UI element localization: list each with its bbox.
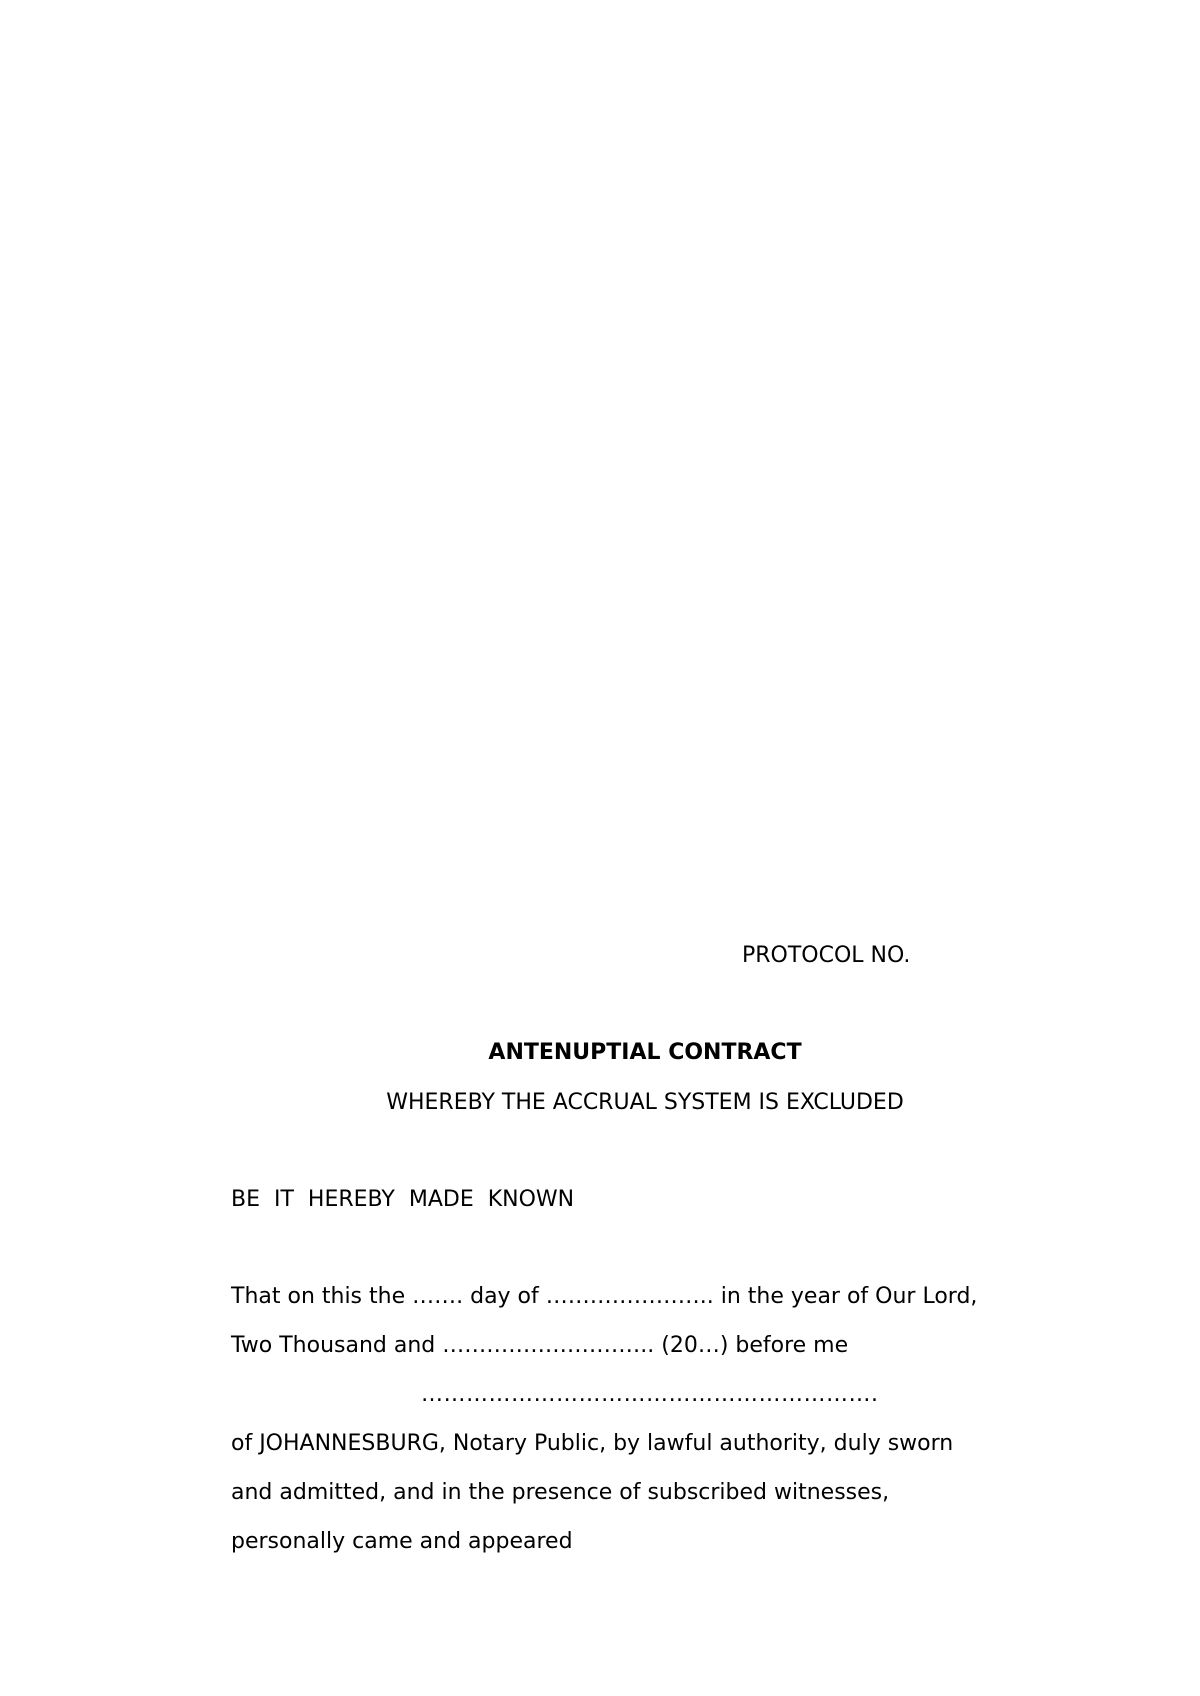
body-line-date: That on this the ……. day of ………………….. in the year of Our Lord,: [231, 1284, 978, 1309]
document-subtitle: WHEREBY THE ACCRUAL SYSTEM IS EXCLUDED: [386, 1090, 904, 1115]
document-title: ANTENUPTIAL CONTRACT: [488, 1040, 802, 1065]
made-known-heading: BE IT HEREBY MADE KNOWN: [231, 1187, 575, 1212]
body-line-notary-name-blank: …………………………………………………….: [421, 1382, 879, 1407]
protocol-number-label: PROTOCOL NO.: [742, 943, 911, 968]
body-line-witnesses: and admitted, and in the presence of subscribed witnesses,: [231, 1480, 890, 1505]
body-line-year: Two Thousand and ……………………….. (20…) before me: [231, 1333, 849, 1358]
body-line-notary-location: of JOHANNESBURG, Notary Public, by lawful authority, duly sworn: [231, 1431, 954, 1456]
body-line-appeared: personally came and appeared: [231, 1529, 573, 1554]
